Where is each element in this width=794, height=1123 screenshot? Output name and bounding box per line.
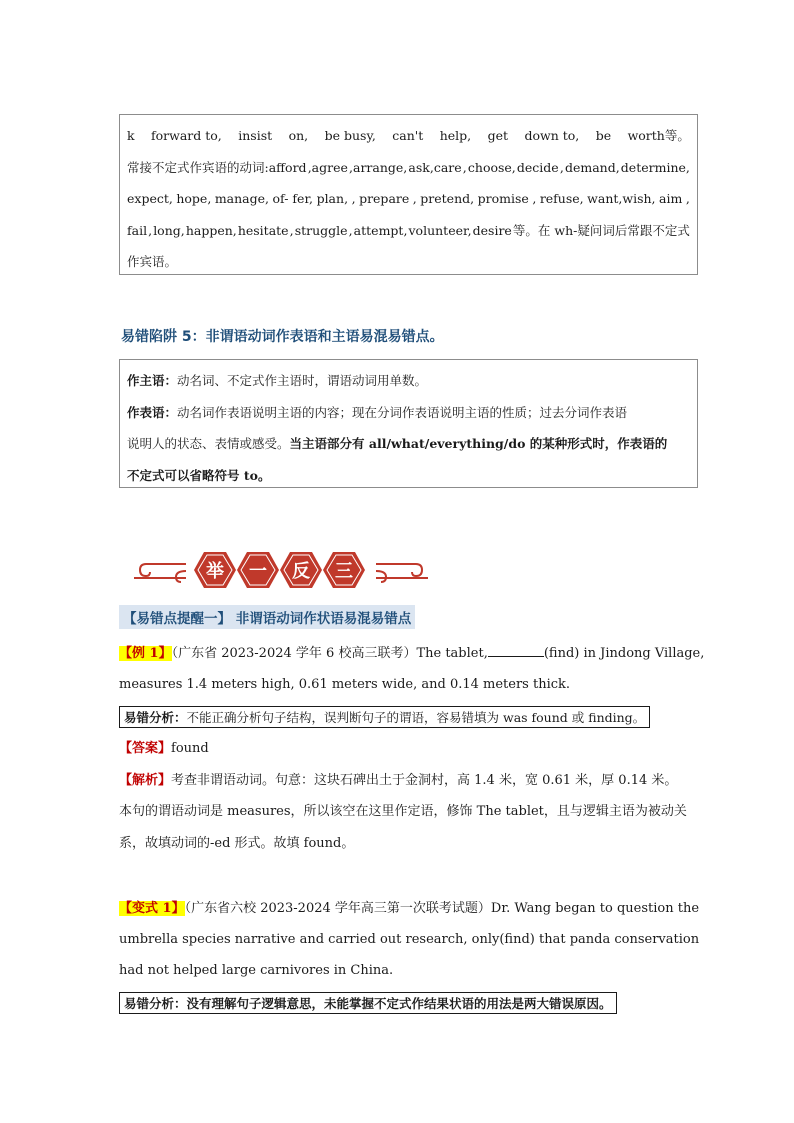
box1-token: ask,care — [408, 159, 462, 175]
box1-token: aim — [659, 191, 683, 206]
box1-token: manage, — [214, 191, 270, 206]
analysis-tag: 【解析】 — [119, 773, 172, 788]
box1-token: ,arrange, — [349, 159, 408, 175]
box1-token: hope, — [176, 191, 212, 206]
example1-tag: 【例 1】 — [119, 646, 172, 661]
example1-q-before: The tablet, — [416, 646, 488, 661]
example1-analysis-1 — [119, 769, 698, 793]
box1-token: expect, — [127, 191, 173, 206]
box1-token: be — [595, 128, 612, 143]
variant1-q-line2-after: (find) that panda conservation — [499, 932, 700, 947]
box1-token: , — [532, 191, 537, 206]
trap-heading: 易错陷阱 5：非谓语动词作表语和主语易混易错点。 — [121, 329, 444, 345]
box1-token: want,wish, — [587, 191, 656, 206]
box1-token: hesitate — [237, 222, 289, 238]
box1-token: can't — [392, 128, 424, 143]
example1-error-text: 不能正确分析句子结构，误判断句子的谓语，容易错填为 was found 或 finding。 — [186, 710, 646, 725]
box1-token: promise — [477, 191, 529, 206]
variant1-error-text: 没有理解句子逻辑意思，未能掌握不定式作结果状语的用法是两大错误原因。 — [186, 996, 612, 1011]
box1-token: , — [559, 159, 564, 175]
box1-token: choose, — [467, 159, 516, 175]
box1-token: long, — [153, 222, 185, 238]
variant1-question-line2 — [119, 928, 698, 952]
box1-token: down to, — [524, 128, 580, 143]
box1-token: volunteer, — [408, 222, 472, 238]
variant1-question-line3: had not helped large carnivores in China. — [119, 963, 394, 978]
box1-token: help, — [439, 128, 472, 143]
box1-token: k — [127, 128, 135, 143]
box1-token: insist — [238, 128, 273, 143]
banner-char-3: 反 — [292, 561, 310, 582]
box1-token: prepare — [359, 191, 410, 206]
example1-error-label: 易错分析： — [124, 710, 187, 725]
predicative-subject-box — [119, 359, 698, 488]
box2-line-3 — [127, 428, 690, 460]
box1-token: worth等。 — [627, 128, 690, 143]
example1-analysis-3: 系，故填动词的-ed 形式。故填 found。 — [119, 836, 355, 851]
banner-char-2: 一 — [249, 561, 267, 582]
answer-text: found — [171, 741, 209, 756]
box1-line-2 — [127, 152, 690, 184]
predicative-text: 动名词作表语说明主语的内容；现在分词作表语说明主语的性质；过去分词作表语 — [177, 404, 628, 420]
box1-line-3 — [127, 183, 690, 215]
box2-line-4 — [127, 460, 690, 492]
banner-right-ornament — [376, 564, 428, 582]
example1-blank — [488, 643, 544, 657]
box2-line-3-bold: 当主语部分有 all/what/everything/do 的某种形式时，作表语的 — [289, 436, 668, 451]
box1-token: forward to, — [151, 128, 222, 143]
box1-line-1 — [127, 120, 690, 152]
box1-token: , — [412, 191, 417, 206]
example1-error-analysis — [119, 706, 650, 728]
box2-line-2 — [127, 397, 690, 429]
box1-token: , — [289, 222, 294, 238]
example1-q-after: (find) in Jindong Village, — [543, 646, 705, 661]
example1-analysis-2: 本句的谓语动词是 measures，所以该空在这里作定语，修饰 The tablet，且与逻辑主语为被动关 — [119, 804, 687, 819]
box1-token: happen, — [185, 222, 237, 238]
variant1-error-label: 易错分析： — [124, 996, 187, 1011]
reminder-heading: 【易错点提醒一】 非谓语动词作状语易混易错点 — [119, 605, 415, 629]
box2-line-1 — [127, 365, 690, 397]
box1-token: , — [685, 191, 690, 206]
box2-line-4-bold: 不定式可以省略符号 to。 — [127, 467, 271, 483]
box1-line-5: 作宾语。 — [127, 254, 178, 269]
box1-token: decide — [516, 159, 559, 175]
banner-char-4: 三 — [335, 561, 353, 582]
banner-char-1: 举 — [206, 561, 224, 582]
box1-token: of- fer, — [272, 191, 314, 206]
box1-line-4 — [127, 215, 690, 247]
box1-token: refuse, — [539, 191, 584, 206]
box1-token: fail — [127, 222, 148, 238]
example1-question-line2: measures 1.4 meters high, 0.61 meters wide, and 0.14 meters thick. — [119, 677, 571, 692]
box1-token: 常接不定式作宾语的动词:afford — [127, 159, 307, 175]
box1-token: 等。在 wh-疑问词后常跟不定式 — [512, 222, 690, 238]
answer-tag: 【答案】 — [119, 741, 172, 756]
predicative-label: 作表语： — [127, 404, 178, 420]
box1-token: demand, — [564, 159, 620, 175]
variant1-error-analysis — [119, 992, 617, 1014]
analysis-text-1: 考查非谓语动词。句意：这块石碑出土于金洞村，高 1.4 米，宽 0.61 米，厚 0.14 米。 — [171, 773, 678, 788]
variant1-source: （广东省六校 2023-2024 学年高三第一次联考试题） — [184, 901, 491, 916]
box2-line-3-normal: 说明人的状态、表情或感受。 — [127, 436, 290, 451]
box1-token: struggle — [294, 222, 348, 238]
banner-ju-yi-fan-san — [132, 540, 430, 600]
variant1-tag: 【变式 1】 — [119, 901, 185, 916]
example1-answer — [119, 737, 698, 761]
box1-token: desire — [472, 222, 512, 238]
box1-token: , — [351, 191, 356, 206]
box1-token: attempt, — [353, 222, 408, 238]
subject-label: 作主语： — [127, 373, 178, 388]
variant1-question-line1 — [119, 897, 698, 921]
example1-question — [119, 642, 705, 666]
box1-token: be busy, — [324, 128, 376, 143]
box1-token: plan, — [316, 191, 349, 206]
variant1-q-line1-after: Dr. Wang began to question the — [490, 901, 700, 916]
box1-token: , — [462, 159, 467, 175]
box1-token: ,agree — [307, 159, 348, 175]
box1-token: determine, — [620, 159, 690, 175]
verb-list-box — [119, 114, 698, 275]
banner-left-ornament — [134, 564, 186, 582]
box1-token: get — [487, 128, 509, 143]
example1-source: （广东省 2023-2024 学年 6 校高三联考） — [171, 646, 417, 661]
subject-text: 动名词、不定式作主语时，谓语动词用单数。 — [177, 373, 428, 388]
box1-token: pretend, — [420, 191, 475, 206]
box1-token: , — [148, 222, 153, 238]
box1-token: on, — [288, 128, 309, 143]
box1-token: , — [348, 222, 353, 238]
variant1-q-line2-before: umbrella species narrative and carried out research, only — [119, 932, 500, 947]
